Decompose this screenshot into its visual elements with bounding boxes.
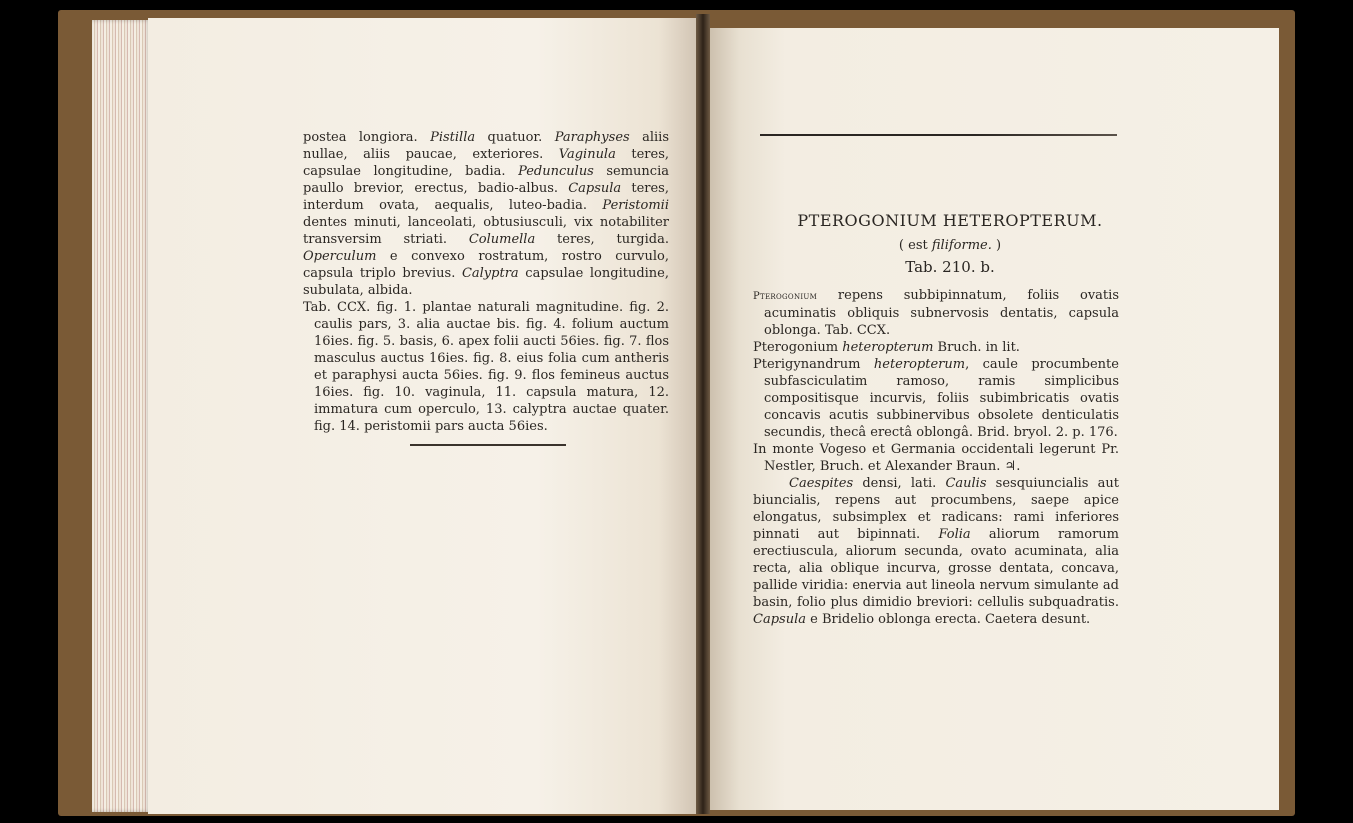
text-run: teres, interdum ovata, aequalis, luteo-badia. <box>303 181 669 213</box>
italic-term: Pedunculus <box>518 164 594 179</box>
italic-term: heteropterum <box>842 340 934 355</box>
text-run: e Bridelio oblonga erecta. Caetera desunt. <box>805 612 1091 627</box>
text-run: postea longiora. <box>303 130 431 145</box>
italic-term: Capsula <box>753 612 806 627</box>
synonym-2 <box>753 356 1119 441</box>
diagnosis: Pterogonium repens subbipinnatum, foliis ovatis acuminatis obliquis subnervosis dentatis, capsula oblonga. Tab. CCX. <box>753 288 1119 338</box>
italic-term: Capsula <box>568 181 622 196</box>
description <box>753 475 1119 628</box>
italic-term: Vaginula <box>558 147 616 162</box>
text-run: Bruch. in lit. <box>933 340 1020 355</box>
italic-term: Caespites <box>789 476 854 491</box>
italic-term: Pistilla <box>430 130 476 145</box>
text-run: e convexo rostratum, rostro curvulo, capsula triplo brevius. <box>303 249 669 281</box>
book-gutter <box>696 14 710 814</box>
text-run: aliorum ramorum erectiuscula, aliorum secunda, ovato acuminata, alia recta, alia oblique incurva, grosse dentata, concava, pallide viridia: enervia aut lineola nervum simulante ad basin, folio plus dimidio breviori: cellulis subquadratis. <box>753 527 1119 610</box>
left-page-text <box>303 129 669 435</box>
text-run: semuncia paullo brevior, erectus, badio-albus. <box>303 164 669 196</box>
italic-term: Calyptra <box>461 266 519 281</box>
italic-term: Caulis <box>945 476 987 491</box>
right-page-rule <box>760 134 1117 136</box>
italic-term: Operculum <box>303 249 377 264</box>
species-subtitle: ( est filiforme. ) <box>898 238 1002 253</box>
text-run: teres, capsulae longitudine, badia. <box>303 147 669 179</box>
left-paragraph-figures: Tab. CCX. fig. 1. plantae naturali magnitudine. fig. 2. caulis pars, 3. alia auctae bis. fig. 4. folium auctum 16ies. fig. 5. basis, 6. apex folii aucti 56ies. fig. 7. flos masculus auctus 16ies. fig. 8. eius folia cum antheris et paraphysi aucta 56ies. fig. 9. flos femineus auctus 16ies. fig. 10. vaginula, 11. capsula matura, 12. immatura cum operculo, 13. calyptra auctae quater. fig. 14. peristomii pars aucta 56ies. <box>303 300 669 434</box>
italic-term: heteropterum <box>873 357 966 372</box>
synonym-1 <box>753 339 1119 356</box>
plate-reference: Tab. 210. b. <box>905 258 995 276</box>
text-run: dentes minuti, lanceolati, obtusiusculi, vix notabiliter transversim striati. <box>303 215 669 247</box>
text-run: teres, turgida. <box>535 232 669 247</box>
text-run: , caule procumbente subfasciculatim ramoso, ramis simplicibus compositisque incurvis, foliis subimbricatis ovatis concavis acutis subbinervibus obsolete denticulatis secundis, thecâ erectâ oblongâ. Brid. bryol. 2. p. 176. <box>764 357 1119 440</box>
italic-term: Columella <box>468 232 536 247</box>
text-run: sesquiuncialis aut biuncialis, repens aut procumbens, saepe apice elongatus, subsimplex et radicans: rami inferiores pinnati aut bipinnati. <box>753 476 1120 542</box>
italic-term: Peristomii <box>602 198 669 213</box>
page-edges <box>92 20 150 812</box>
text-run: densi, lati. <box>853 476 946 491</box>
text-run: Pterogonium <box>753 340 843 355</box>
right-page-text <box>753 287 1119 628</box>
text-run: quatuor. <box>475 130 555 145</box>
text-run: Pterigynandrum <box>753 357 874 372</box>
left-paragraph-description <box>303 129 669 299</box>
species-title: PTEROGONIUM HETEROPTERUM. <box>797 211 1103 230</box>
habitat: In monte Vogeso et Germania occidentali legerunt Pr. Nestler, Bruch. et Alexander Braun. ♃. <box>753 442 1119 474</box>
italic-term: Paraphyses <box>554 130 630 145</box>
italic-term: Folia <box>938 527 971 542</box>
text-run: capsulae longitudine, subulata, albida. <box>303 266 670 298</box>
text-run: aliis nullae, aliis paucae, exteriores. <box>303 130 669 162</box>
left-page-rule <box>410 444 566 446</box>
